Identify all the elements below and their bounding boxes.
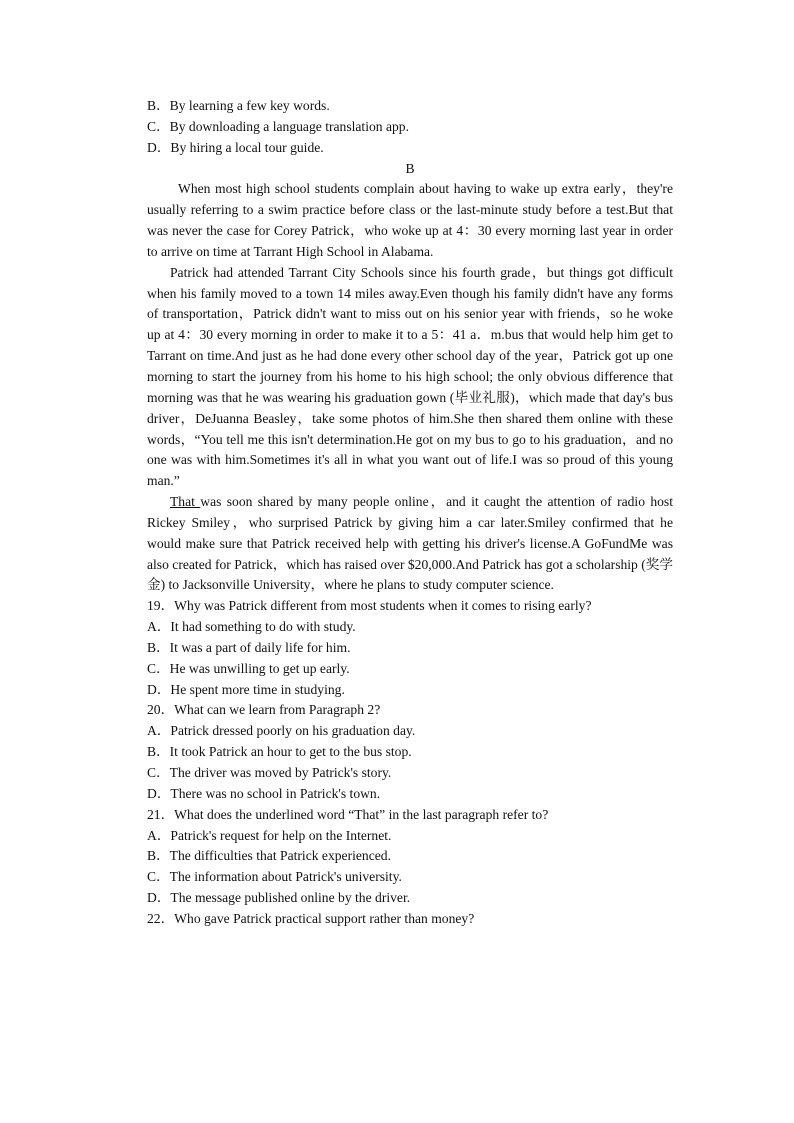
- passage-paragraph-1: When most high school students complain about having to wake up extra early，they're usually referring to a swim practice before class or the last-minute study before a test.But that was never the case for Corey Patrick，who woke up at 4：30 every morning last year in order to arrive on time at Tarrant High School in Alabama.: [147, 181, 673, 259]
- option-d: D．There was no school in Patrick's town.: [147, 785, 381, 801]
- passage-paragraph-3: [147, 492, 673, 596]
- passage-paragraph-3-text: was soon shared by many people online，and it caught the attention of radio host Rickey Smiley，who surprised Patrick by giving him a car later.Smiley confirmed that he would make sure that Patrick received help with getting his driver's license.A GoFundMe was also created for Patrick，which has raised over $20,000.And Patrick has got a scholarship (奖学金) to Jacksonville University，where he plans to study computer science.: [147, 494, 673, 593]
- option-a: A．It had something to do with study.: [147, 619, 356, 635]
- option-c: C．The information about Patrick's university.: [147, 869, 402, 885]
- option-c: C．By downloading a language translation app.: [147, 118, 410, 134]
- passage-paragraph-2: Patrick had attended Tarrant City Schools since his fourth grade，but things got difficult when his family moved to a town 14 miles away.Even though his family didn't have any forms of transportation，Patrick didn't want to miss out on his senior year with friends，so he woke up at 4：30 every morning in order to make it to a 5：41 a．m.bus that would help him get to Tarrant on time.And just as he had done every other school day of the year，Patrick got up one morning to start the journey from his home to his high school; the only obvious difference that morning was that he was wearing his graduation gown (毕业礼服)，which made that day's bus driver，DeJuanna Beasley，take some photos of him.She then shared them online with these words，“You tell me this isn't determination.He got on my bus to go to his graduation，and no one was with him.Sometimes it's all in what you want out of life.I was so proud of this young man.”: [147, 264, 673, 489]
- reading-passage: [147, 179, 673, 596]
- document-page: [147, 96, 673, 930]
- question-stem: 22．Who gave Patrick practical support rather than money?: [147, 910, 475, 926]
- question-stem: 19．Why was Patrick different from most students when it comes to rising early?: [147, 598, 592, 614]
- option-b: B．It took Patrick an hour to get to the bus stop.: [147, 744, 412, 760]
- question-20: [147, 700, 673, 804]
- option-a: A．Patrick dressed poorly on his graduation day.: [147, 723, 416, 739]
- question-stem: 20．What can we learn from Paragraph 2?: [147, 702, 381, 718]
- option-d: D．The message published online by the driver.: [147, 890, 411, 906]
- option-c: C．He was unwilling to get up early.: [147, 660, 350, 676]
- option-a: A．Patrick's request for help on the Internet.: [147, 827, 392, 843]
- question-19: [147, 596, 673, 700]
- option-b: B．By learning a few key words.: [147, 98, 330, 113]
- option-b: B．The difficulties that Patrick experienced.: [147, 848, 391, 864]
- option-d: D．By hiring a local tour guide.: [147, 139, 324, 155]
- option-c: C．The driver was moved by Patrick's story.: [147, 765, 392, 780]
- section-label: B: [405, 160, 415, 176]
- question-list: [147, 596, 673, 930]
- previous-question-options: [147, 96, 673, 159]
- option-d: D．He spent more time in studying.: [147, 681, 345, 697]
- underlined-word-that: That: [170, 494, 201, 510]
- question-stem: 21．What does the underlined word “That” in the last paragraph refer to?: [147, 806, 549, 822]
- question-22: [147, 909, 673, 930]
- question-21: [147, 805, 673, 909]
- option-b: B．It was a part of daily life for him.: [147, 639, 351, 655]
